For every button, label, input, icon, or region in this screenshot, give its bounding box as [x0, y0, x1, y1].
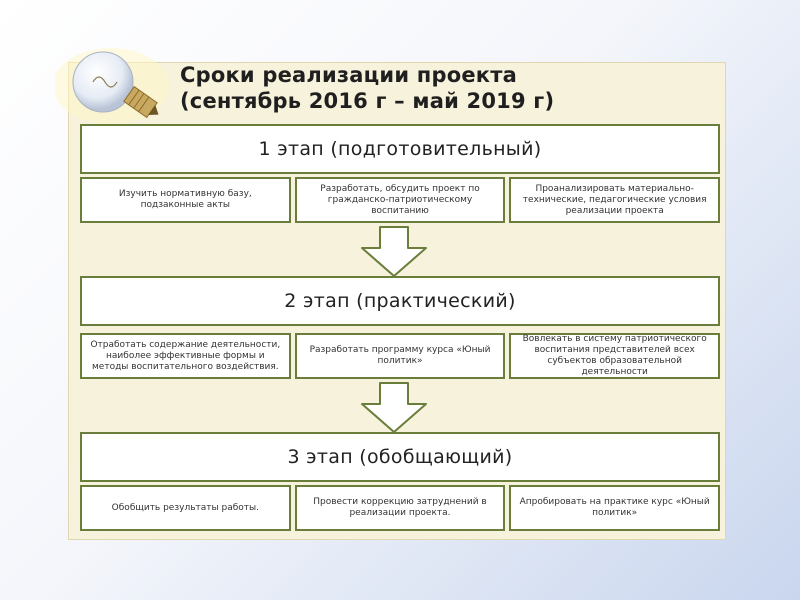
stage-3-task-1: Обобщить результаты работы. [80, 485, 291, 531]
stage-1-task-1: Изучить нормативную базу, подзаконные акты [80, 177, 291, 223]
stage-1-tasks [80, 177, 720, 223]
stage-2-task-2: Разработать программу курса «Юный политик» [295, 333, 506, 379]
stage-2-tasks [80, 333, 720, 379]
stage-3-header: 3 этап (обобщающий) [80, 432, 720, 482]
stage-3-task-2: Провести коррекцию затруднений в реализации проекта. [295, 485, 506, 531]
stage-1-task-3: Проанализировать материально-технические, педагогические условия реализации проекта [509, 177, 720, 223]
arrow-down-icon [360, 226, 428, 278]
title-line-1: Сроки реализации проекта [180, 63, 517, 87]
stage-3-tasks [80, 485, 720, 531]
stage-1-header: 1 этап (подготовительный) [80, 124, 720, 174]
page-title [180, 62, 720, 114]
stage-2-header: 2 этап (практический) [80, 276, 720, 326]
stage-1-task-2: Разработать, обсудить проект по гражданско-патриотическому воспитанию [295, 177, 506, 223]
stage-2-task-1: Отработать содержание деятельности, наиболее эффективные формы и методы воспитательного воздействия. [80, 333, 291, 379]
title-line-2: (сентябрь 2016 г – май 2019 г) [180, 89, 555, 113]
light-bulb-icon [55, 38, 175, 130]
stage-3-task-3: Апробировать на практике курс «Юный политик» [509, 485, 720, 531]
stage-2-task-3: Вовлекать в систему патриотического воспитания представителей всех субъектов образовательной деятельности [509, 333, 720, 379]
arrow-down-icon [360, 382, 428, 434]
